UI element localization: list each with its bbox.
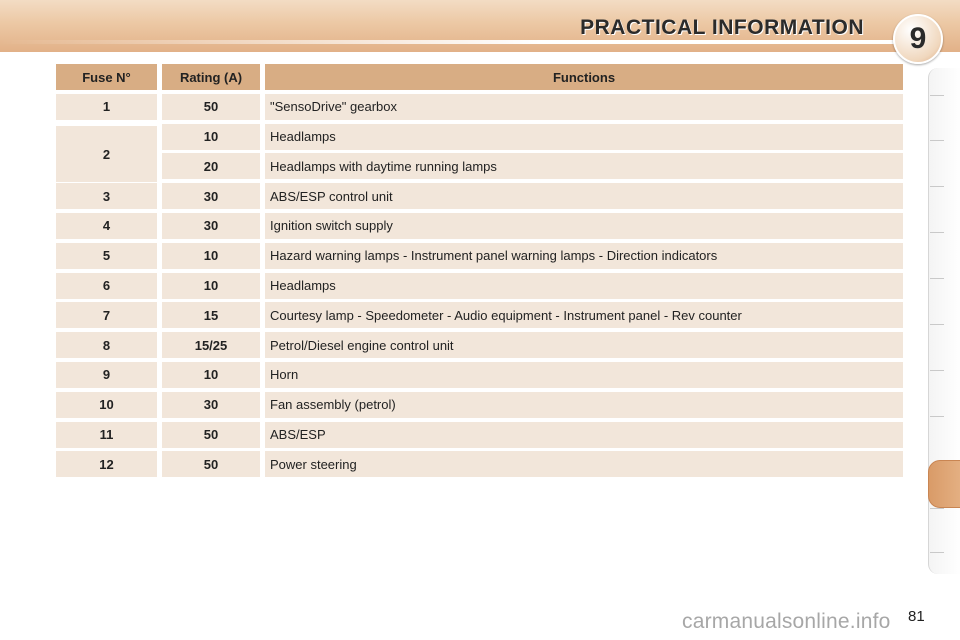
fuse-rating: 30	[162, 183, 260, 209]
page-title: PRACTICAL INFORMATION	[580, 16, 864, 39]
fuse-function: Headlamps with daytime running lamps	[265, 153, 903, 179]
chapter-tab-divider	[930, 95, 944, 96]
fuse-rating: 15	[162, 302, 260, 328]
chapter-tab-divider	[930, 324, 944, 325]
chapter-tab-divider	[930, 278, 944, 279]
fuse-number: 12	[56, 451, 157, 477]
fuse-number: 8	[56, 332, 157, 358]
fuse-rating: 10	[162, 273, 260, 299]
fuse-function: Petrol/Diesel engine control unit	[265, 332, 903, 358]
chapter-tab-divider	[930, 186, 944, 187]
chapter-tab-divider	[930, 508, 944, 509]
column-header-rating: Rating (A)	[162, 64, 260, 90]
chapter-tab-divider	[930, 232, 944, 233]
fuse-function: Horn	[265, 362, 903, 388]
chapter-tab-active[interactable]	[928, 460, 960, 508]
fuse-number: 11	[56, 422, 157, 448]
fuse-function: Power steering	[265, 451, 903, 477]
chapter-tab-divider	[930, 370, 944, 371]
fuse-function: Ignition switch supply	[265, 213, 903, 239]
fuse-number: 6	[56, 273, 157, 299]
fuse-number: 5	[56, 243, 157, 269]
fuse-number: 2	[56, 126, 157, 182]
fuse-number: 9	[56, 362, 157, 388]
chapter-tab-divider	[930, 552, 944, 553]
fuse-rating: 10	[162, 362, 260, 388]
header-divider	[0, 40, 900, 44]
fuse-rating: 50	[162, 94, 260, 120]
fuse-function: "SensoDrive" gearbox	[265, 94, 903, 120]
fuse-number: 4	[56, 213, 157, 239]
fuse-rating: 50	[162, 451, 260, 477]
column-header-fuse: Fuse N°	[56, 64, 157, 90]
column-header-functions: Functions	[265, 64, 903, 90]
chapter-tab-divider	[930, 416, 944, 417]
fuse-rating: 20	[162, 153, 260, 179]
fuse-function: ABS/ESP control unit	[265, 183, 903, 209]
fuse-function: Headlamps	[265, 124, 903, 150]
fuse-rating: 10	[162, 243, 260, 269]
watermark: carmanualsonline.info	[682, 610, 891, 633]
fuse-function: Headlamps	[265, 273, 903, 299]
fuse-rating: 50	[162, 422, 260, 448]
fuse-rating: 30	[162, 213, 260, 239]
fuse-number: 10	[56, 392, 157, 418]
fuse-function: Hazard warning lamps - Instrument panel warning lamps - Direction indicators	[265, 243, 903, 269]
fuse-function: Fan assembly (petrol)	[265, 392, 903, 418]
chapter-number-badge: 9	[893, 14, 943, 64]
fuse-number: 1	[56, 94, 157, 120]
fuse-function: ABS/ESP	[265, 422, 903, 448]
fuse-number: 7	[56, 302, 157, 328]
fuse-function: Courtesy lamp - Speedometer - Audio equipment - Instrument panel - Rev counter	[265, 302, 903, 328]
fuse-rating: 10	[162, 124, 260, 150]
page-number: 81	[908, 608, 925, 625]
fuse-rating: 30	[162, 392, 260, 418]
chapter-tab-divider	[930, 140, 944, 141]
fuse-number: 3	[56, 183, 157, 209]
fuse-rating: 15/25	[162, 332, 260, 358]
